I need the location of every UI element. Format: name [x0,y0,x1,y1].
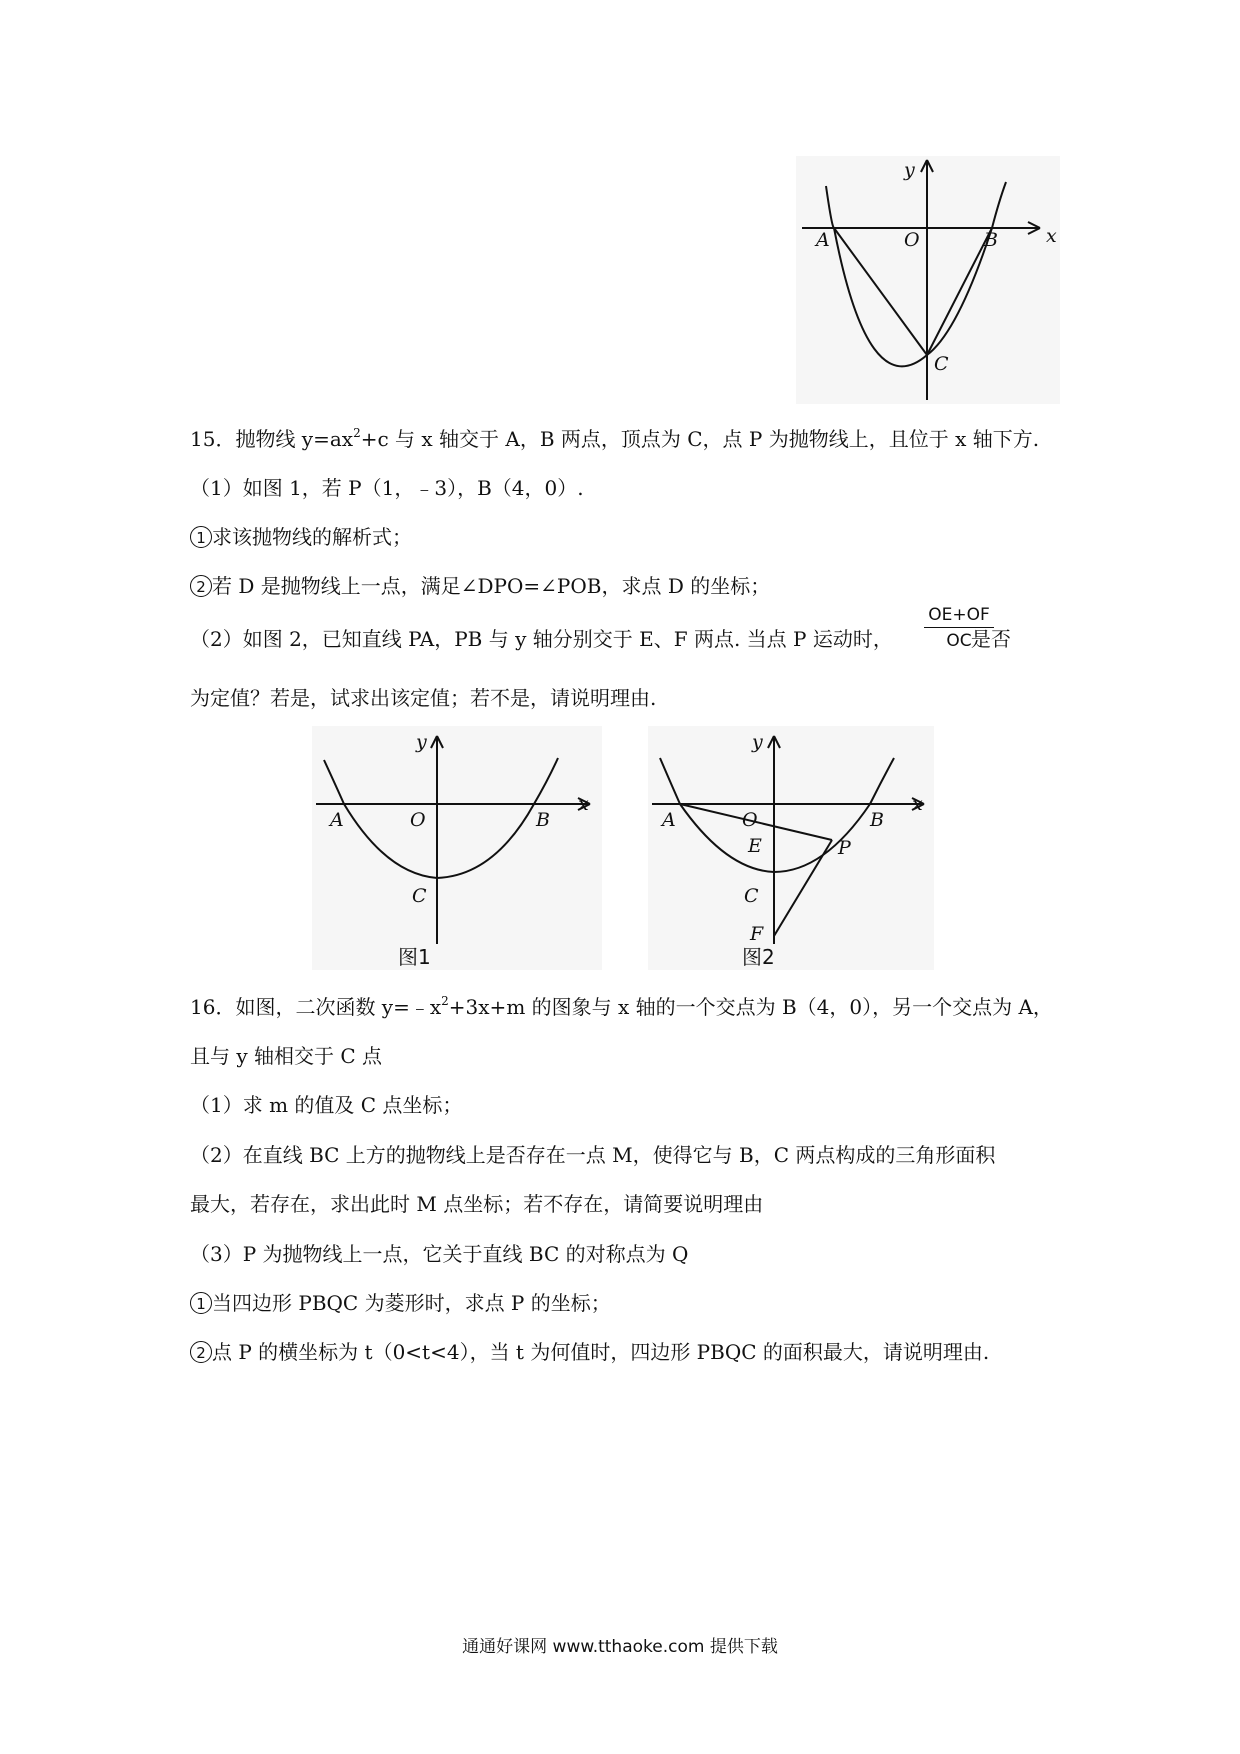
label-c: C [744,885,759,907]
q15-sub1 [190,524,412,550]
q15-part2 [190,626,1011,652]
figure-caption: 图1 [398,945,431,969]
figure-1 [312,726,602,970]
label-x: x [578,793,589,815]
label-o: O [904,229,920,251]
q16-sub2 [190,1339,989,1365]
label-y: y [416,731,427,753]
label-b: B [870,809,884,831]
label-x: x [912,793,923,815]
fraction-oe-of-over-oc [924,604,994,652]
label-x: x [1046,225,1057,247]
circled-number-1: 1 [190,526,212,548]
q15-part2-pre: （2）如图 2，已知直线 PA，PB 与 y 轴分别交于 E、F 两点. 当点 P 运动时， [190,627,893,651]
q16-stem [190,994,1053,1020]
fraction-numerator: OE+OF [924,604,994,628]
q16-part3: （3）P 为抛物线上一点，它关于直线 BC 的对称点为 Q [190,1242,689,1266]
label-o: O [410,809,426,831]
label-o: O [742,809,758,831]
q16-part1: （1）求 m 的值及 C 点坐标； [190,1093,463,1117]
label-b: B [536,809,550,831]
q15-part1: （1）如图 1，若 P（1，﹣3），B（4，0）. [190,476,584,500]
circled-number-2: 2 [190,575,212,597]
q15-sub1-text: 求该抛物线的解析式； [212,525,412,549]
label-c: C [412,885,427,907]
label-y: y [904,159,915,181]
label-e: E [748,835,762,857]
label-b: B [984,229,998,251]
q15-stem [190,426,1039,452]
figure-top-parabola [796,156,1060,404]
label-y: y [752,731,763,753]
q15-sub2-text: 若 D 是抛物线上一点，满足∠DPO=∠POB，求点 D 的坐标； [212,574,771,598]
q15-part2-post: 是否 [970,627,1011,651]
q15-stem-sup: 2 [353,426,361,440]
q16-stem-line2: 且与 y 轴相交于 C 点 [190,1044,383,1068]
circled-number-1: 1 [190,1292,212,1314]
q15-sub2 [190,573,770,599]
q15-stem-pre: 15．抛物线 y=ax [190,427,354,451]
q16-stem-sup: 2 [441,994,449,1008]
q16-sub1-text: 当四边形 PBQC 为菱形时，求点 P 的坐标； [212,1291,611,1315]
page-footer: 通通好课网 www.tthaoke.com 提供下载 [462,1637,778,1657]
label-a: A [662,809,676,831]
figure-caption: 图2 [742,945,775,969]
q16-sub2-text: 点 P 的横坐标为 t（0<t<4），当 t 为何值时，四边形 PBQC 的面积最大，请说明理由. [212,1340,990,1364]
q15-part2-line2: 为定值？若是，试求出该定值；若不是，请说明理由. [190,686,657,710]
label-a: A [816,229,830,251]
figure-2 [648,726,934,970]
fraction-denominator: OC [946,631,972,651]
q15-stem-post: +c 与 x 轴交于 A，B 两点，顶点为 C，点 P 为抛物线上，且位于 x 轴下方. [360,427,1040,451]
label-p: P [838,837,851,859]
q16-part2-line1: （2）在直线 BC 上方的抛物线上是否存在一点 M，使得它与 B，C 两点构成的三角形面积 [190,1143,996,1167]
q16-sub1 [190,1290,611,1316]
label-c: C [934,353,949,375]
figure-background [312,726,602,970]
label-a: A [330,809,344,831]
circled-number-2: 2 [190,1341,212,1363]
q16-part2-line2: 最大，若存在，求出此时 M 点坐标；若不存在，请简要说明理由 [190,1192,764,1216]
q16-stem-pre: 16．如图，二次函数 y=﹣x [190,995,442,1019]
q16-stem-post: +3x+m 的图象与 x 轴的一个交点为 B（4，0），另一个交点为 A， [448,995,1053,1019]
label-f: F [750,923,764,945]
